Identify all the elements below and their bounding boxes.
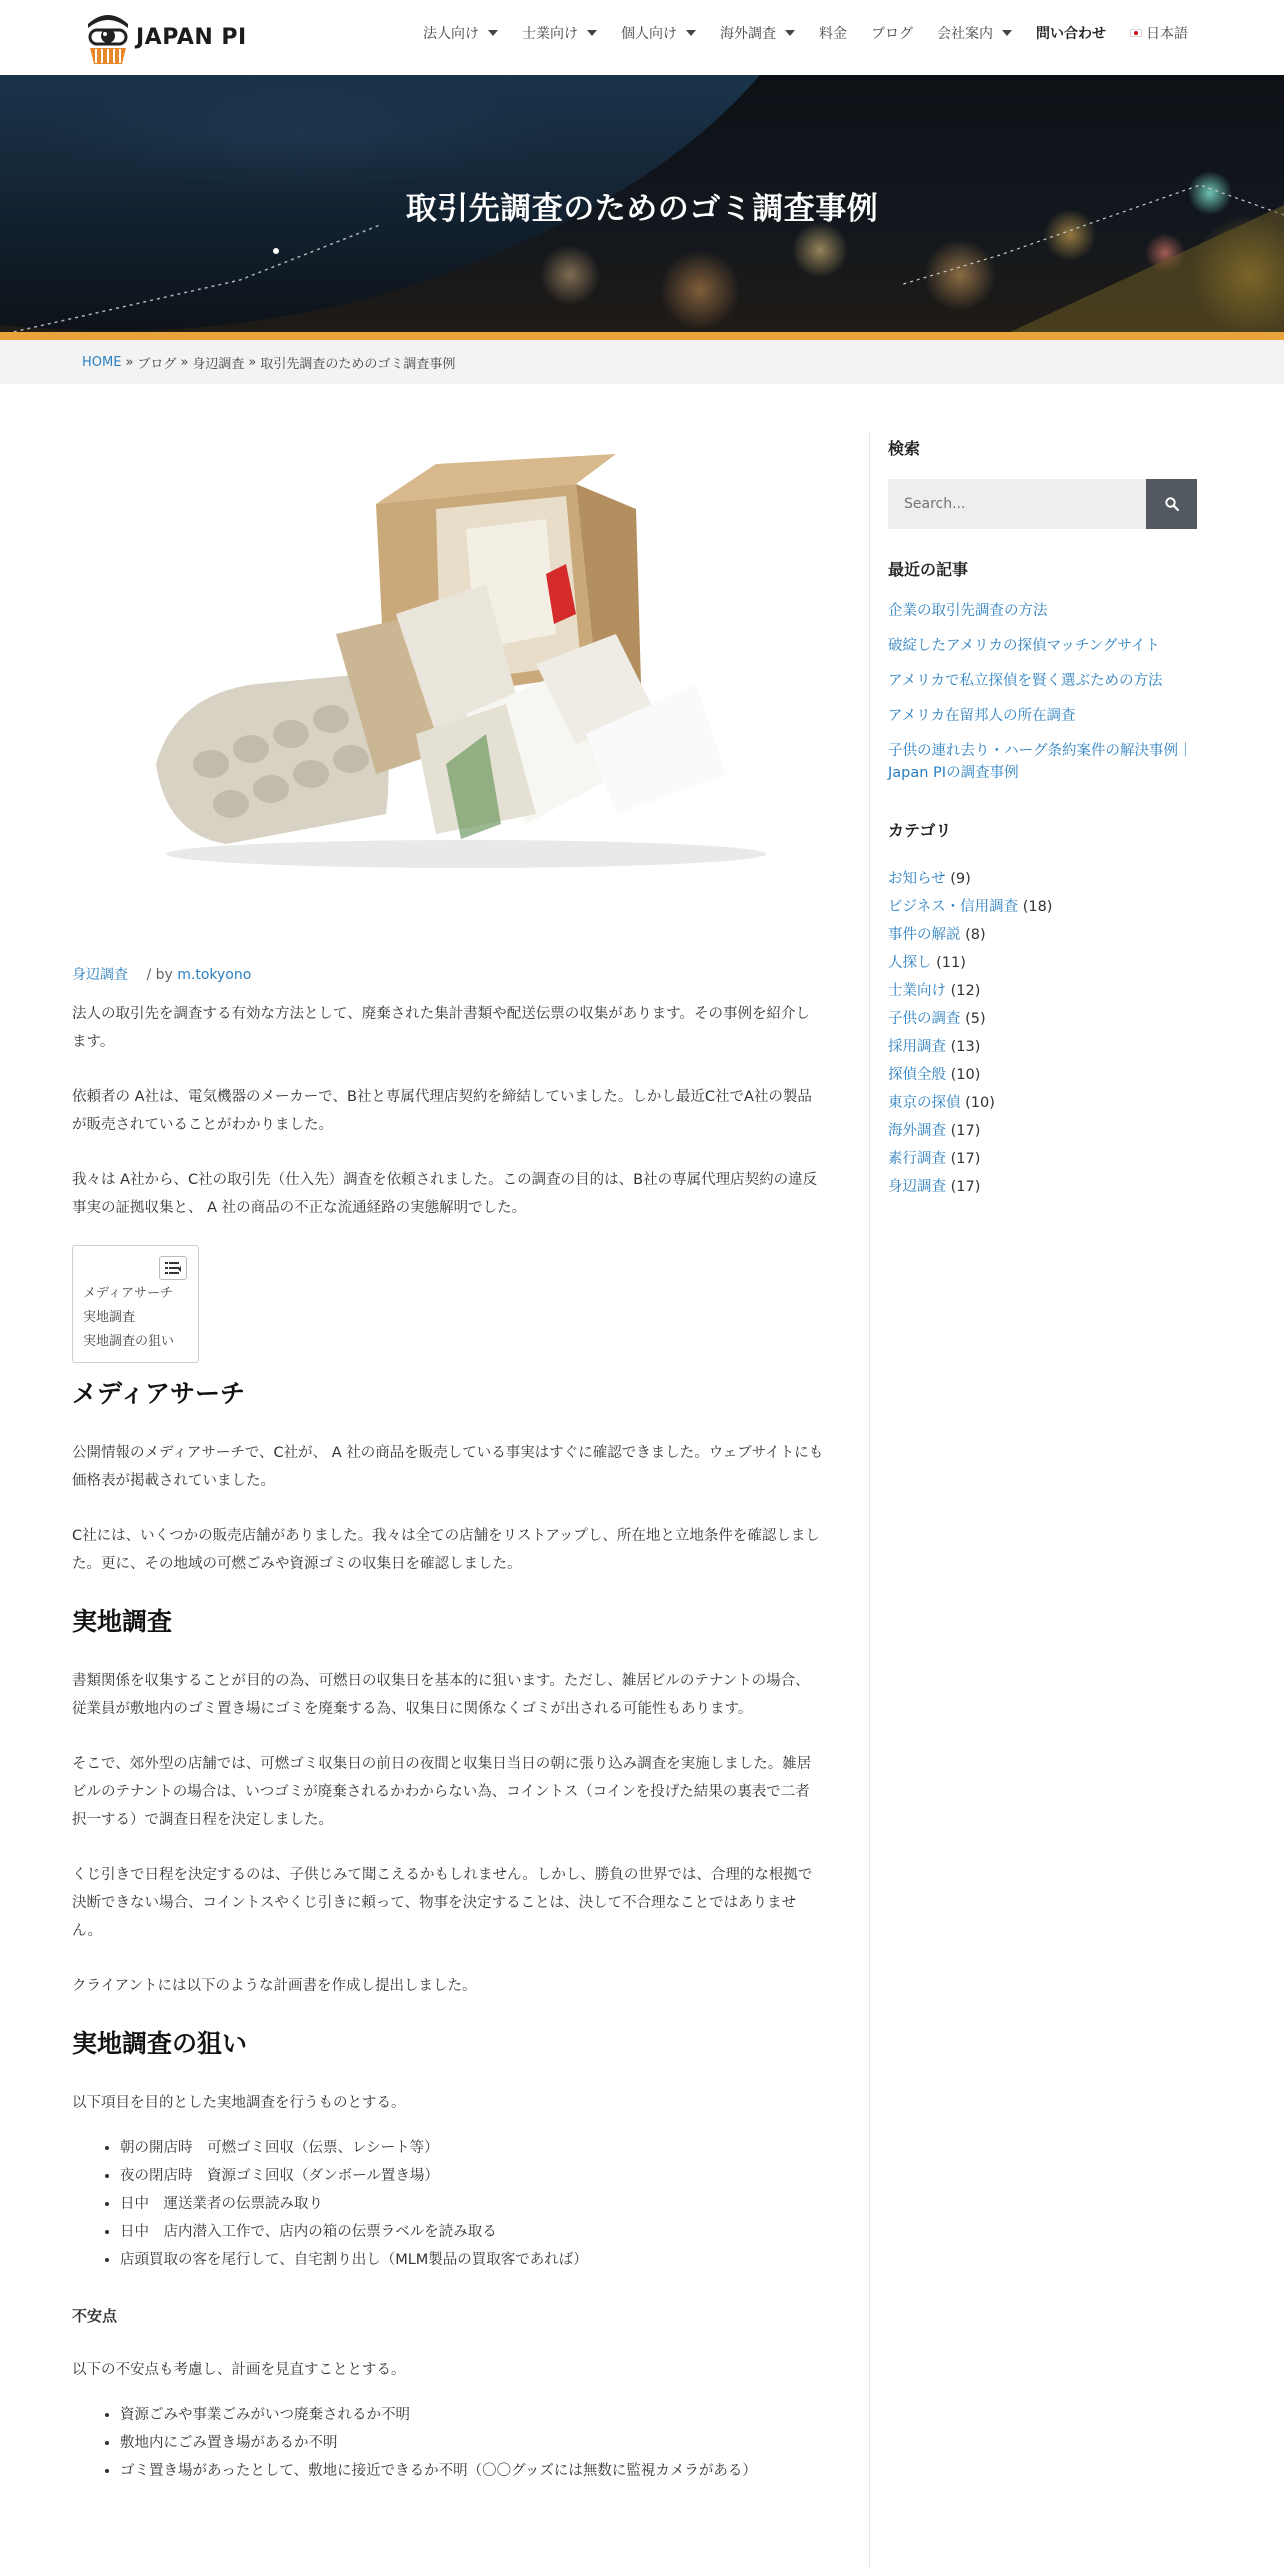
- post-meta: [72, 964, 251, 984]
- nav-label: 料金: [819, 26, 847, 42]
- category-link[interactable]: 人探し: [888, 955, 932, 971]
- logo-text: JAPAN PI: [136, 24, 247, 50]
- category-count: (17): [950, 1151, 981, 1167]
- sidebar: [888, 384, 1198, 1201]
- search-form: [888, 479, 1198, 529]
- nav-individual[interactable]: [609, 23, 708, 43]
- category-link[interactable]: 士業向け: [888, 983, 946, 999]
- search-input[interactable]: [888, 479, 1146, 529]
- chevron-down-icon: [686, 30, 696, 36]
- category-count: (11): [936, 955, 966, 971]
- goal-list: [120, 2134, 824, 2274]
- list-item: [888, 1089, 1198, 1117]
- post-author-link[interactable]: m.tokyono: [177, 967, 252, 983]
- nav-label: 海外調査: [720, 26, 776, 42]
- category-count: (9): [950, 871, 971, 887]
- recent-post-link[interactable]: アメリカで私立探偵を賢く選ぶための方法: [888, 673, 1163, 689]
- list-item: • 店頭買取の客を尾行して、自宅割り出し（MLM製品の買取客であれば）: [120, 2246, 824, 2274]
- breadcrumb: [0, 340, 1284, 384]
- list-item: [888, 1033, 1198, 1061]
- list-item: • 日中 店内潜入工作で、店内の箱の伝票ラベルを読み取る: [120, 2218, 824, 2246]
- list-item: • 敷地内にごみ置き場があるか不明: [120, 2429, 824, 2457]
- section-heading: 実地調査: [72, 1607, 173, 1636]
- toc-link-survey-goals[interactable]: 実地調査の狙い: [83, 1334, 175, 1349]
- category-count: (5): [965, 1011, 986, 1027]
- by-prefix: / by: [146, 967, 173, 983]
- recent-post-link[interactable]: 破綻したアメリカの探偵マッチングサイト: [888, 638, 1160, 654]
- list-item: • 夜の閉店時 資源ゴミ回収（ダンボール置き場）: [120, 2162, 824, 2190]
- category-count: (17): [950, 1123, 981, 1139]
- nav-label: 士業向け: [522, 26, 578, 42]
- category-heading: カテゴリ: [888, 821, 952, 840]
- nav-label: 問い合わせ: [1036, 26, 1106, 42]
- list-item: [888, 600, 1198, 622]
- paragraph: 依頼者の A社は、電気機器のメーカーで、B社と専属代理店契約を締結していました。しかし最近C社でA社の製品が販売されていることがわかりました。: [72, 1089, 812, 1133]
- post-category-link[interactable]: 身辺調査: [72, 967, 128, 983]
- site-header: [0, 0, 1284, 75]
- list-item: [888, 949, 1198, 977]
- nav-label: ブログ: [871, 26, 913, 42]
- japan-flag-icon: [1130, 29, 1142, 37]
- paragraph: 法人の取引先を調査する有効な方法として、廃棄された集計書類や配送伝票の収集があります。その事例を紹介します。: [72, 1006, 811, 1050]
- category-count: (10): [965, 1095, 995, 1111]
- category-link[interactable]: 東京の探偵: [888, 1095, 961, 1111]
- breadcrumb-home[interactable]: HOME: [82, 354, 122, 370]
- list-item: [888, 670, 1198, 692]
- category-link[interactable]: 素行調査: [888, 1151, 946, 1167]
- featured-image-trash-box: [136, 434, 776, 874]
- category-count: (12): [950, 983, 981, 999]
- breadcrumb-sep: »: [125, 354, 134, 370]
- list-icon: [165, 1262, 181, 1274]
- toc-toggle-button[interactable]: [159, 1256, 187, 1280]
- list-item: • 朝の開店時 可燃ゴミ回収（伝票、レシート等）: [120, 2134, 824, 2162]
- search-icon: [1165, 497, 1179, 511]
- recent-posts-list: [888, 600, 1198, 784]
- list-item: [888, 1145, 1198, 1173]
- concern-list: [120, 2401, 824, 2485]
- nav-pricing[interactable]: [807, 23, 859, 43]
- nav-professionals[interactable]: [510, 23, 609, 43]
- nav-overseas[interactable]: [708, 23, 807, 43]
- paragraph: 以下の不安点も考慮し、計画を見直すこととする。: [72, 2362, 406, 2378]
- list-item: [888, 1117, 1198, 1145]
- search-button[interactable]: [1146, 479, 1197, 529]
- list-item: [888, 705, 1198, 727]
- paragraph: そこで、郊外型の店舗では、可燃ゴミ収集日の前日の夜間と収集日当日の朝に張り込み調査を実施しました。雑居ビルのテナントの場合は、いつゴミが廃棄されるかわからない為、コイントス（コインを投げた結果の裏表で二者択一する）で調査日程を決定しました。: [72, 1756, 812, 1828]
- list-item: [888, 740, 1198, 784]
- subheading: 不安点: [72, 2307, 118, 2325]
- breadcrumb-sep: »: [248, 354, 257, 370]
- recent-post-link[interactable]: 子供の連れ去り・ハーグ条約案件の解決事例｜Japan PIの調査事例: [888, 743, 1193, 781]
- category-count: (8): [965, 927, 986, 943]
- nav-blog[interactable]: [859, 23, 925, 43]
- page-title: 取引先調査のためのゴミ調査事例: [405, 191, 879, 227]
- list-item: [888, 1173, 1198, 1201]
- eye-logo-icon: [84, 8, 132, 66]
- paragraph: クライアントには以下のような計画書を作成し提出しました。: [72, 1978, 477, 1994]
- list-item: [888, 635, 1198, 657]
- nav-label: 法人向け: [423, 26, 479, 42]
- category-link[interactable]: 事件の解説: [888, 927, 961, 943]
- paragraph: 書類関係を収集することが目的の為、可燃日の収集日を基本的に狙います。ただし、雑居ビルのテナントの場合、従業員が敷地内のゴミ置き場にゴミを廃棄する為、収集日に関係なくゴミが出される可能性もあります。: [72, 1673, 810, 1717]
- list-item: • 日中 運送業者の伝票読み取り: [120, 2190, 824, 2218]
- toc-link-field-survey[interactable]: 実地調査: [83, 1310, 136, 1325]
- site-logo[interactable]: [84, 8, 247, 66]
- nav-corporate[interactable]: [411, 23, 510, 43]
- recent-posts-heading: 最近の記事: [888, 560, 969, 579]
- paragraph: 以下項目を目的とした実地調査を行うものとする。: [72, 2095, 406, 2111]
- list-item: [888, 1005, 1198, 1033]
- column-divider: [869, 432, 870, 2568]
- toc-link-media-search[interactable]: メディアサーチ: [83, 1286, 173, 1301]
- category-link[interactable]: ビジネス・信用調査: [888, 899, 1019, 915]
- nav-contact[interactable]: [1024, 23, 1118, 43]
- breadcrumb-blog[interactable]: ブログ: [137, 356, 177, 372]
- nav-label: 個人向け: [621, 26, 677, 42]
- category-link[interactable]: 探偵全般: [888, 1067, 946, 1083]
- list-item: [888, 893, 1198, 921]
- breadcrumb-category[interactable]: 身辺調査: [192, 356, 245, 372]
- list-item: [888, 921, 1198, 949]
- page-hero: [0, 75, 1284, 332]
- category-list: [888, 865, 1198, 1201]
- list-item: • ゴミ置き場があったとして、敷地に接近できるか不明（〇〇グッズには無数に監視カメラがある）: [120, 2457, 824, 2485]
- chevron-down-icon: [785, 30, 795, 36]
- post-body: [72, 1000, 824, 2513]
- chevron-down-icon: [488, 30, 498, 36]
- nav-language[interactable]: [1118, 23, 1200, 43]
- paragraph: 我々は A社から、C社の取引先（仕入先）調査を依頼されました。この調査の目的は、B社の専属代理店契約の違反事実の証拠収集と、 A 社の商品の不正な流通経路の実態解明でした。: [72, 1172, 818, 1216]
- sidebar-spacer: [888, 384, 1198, 436]
- category-link[interactable]: お知らせ: [888, 871, 946, 887]
- list-item: [888, 977, 1198, 1005]
- category-count: (18): [1022, 899, 1053, 915]
- breadcrumb-current: 取引先調査のためのゴミ調査事例: [260, 356, 456, 372]
- nav-company[interactable]: [925, 23, 1024, 43]
- list-item: • 資源ごみや事業ごみがいつ廃棄されるか不明: [120, 2401, 824, 2429]
- nav-label: 会社案内: [937, 26, 993, 42]
- category-link[interactable]: 子供の調査: [888, 1011, 961, 1027]
- category-link[interactable]: 海外調査: [888, 1123, 946, 1139]
- table-of-contents: [72, 1245, 199, 1363]
- paragraph: 公開情報のメディアサーチで、C社が、 A 社の商品を販売している事実はすぐに確認できました。ウェブサイトにも価格表が掲載されていました。: [72, 1445, 824, 1489]
- list-item: [888, 865, 1198, 893]
- breadcrumb-sep: »: [180, 354, 189, 370]
- category-count: (10): [950, 1067, 981, 1083]
- recent-post-link[interactable]: アメリカ在留邦人の所在調査: [888, 708, 1076, 724]
- section-heading: 実地調査の狙い: [72, 2029, 248, 2058]
- chevron-down-icon: [587, 30, 597, 36]
- category-link[interactable]: 採用調査: [888, 1039, 946, 1055]
- paragraph: C社には、いくつかの販売店舗がありました。我々は全ての店舗をリストアップし、所在地と立地条件を確認しました。更に、その地域の可燃ごみや資源ゴミの収集日を確認しました。: [72, 1528, 820, 1572]
- hero-accent-bar: [0, 332, 1284, 340]
- category-count: (17): [950, 1179, 981, 1195]
- category-link[interactable]: 身辺調査: [888, 1179, 946, 1195]
- nav-label: 日本語: [1146, 26, 1188, 42]
- section-heading: メディアサーチ: [72, 1379, 246, 1408]
- list-item: [888, 1061, 1198, 1089]
- main-nav: [411, 0, 1200, 66]
- chevron-down-icon: [1002, 30, 1012, 36]
- search-heading: 検索: [888, 439, 921, 458]
- paragraph: くじ引きで日程を決定するのは、子供じみて聞こえるかもしれません。しかし、勝負の世界では、合理的な根拠で決断できない場合、コイントスやくじ引きに頼って、物事を決定することは、決して不合理なことではありません。: [72, 1867, 813, 1939]
- category-count: (13): [950, 1039, 981, 1055]
- recent-post-link[interactable]: 企業の取引先調査の方法: [888, 603, 1048, 619]
